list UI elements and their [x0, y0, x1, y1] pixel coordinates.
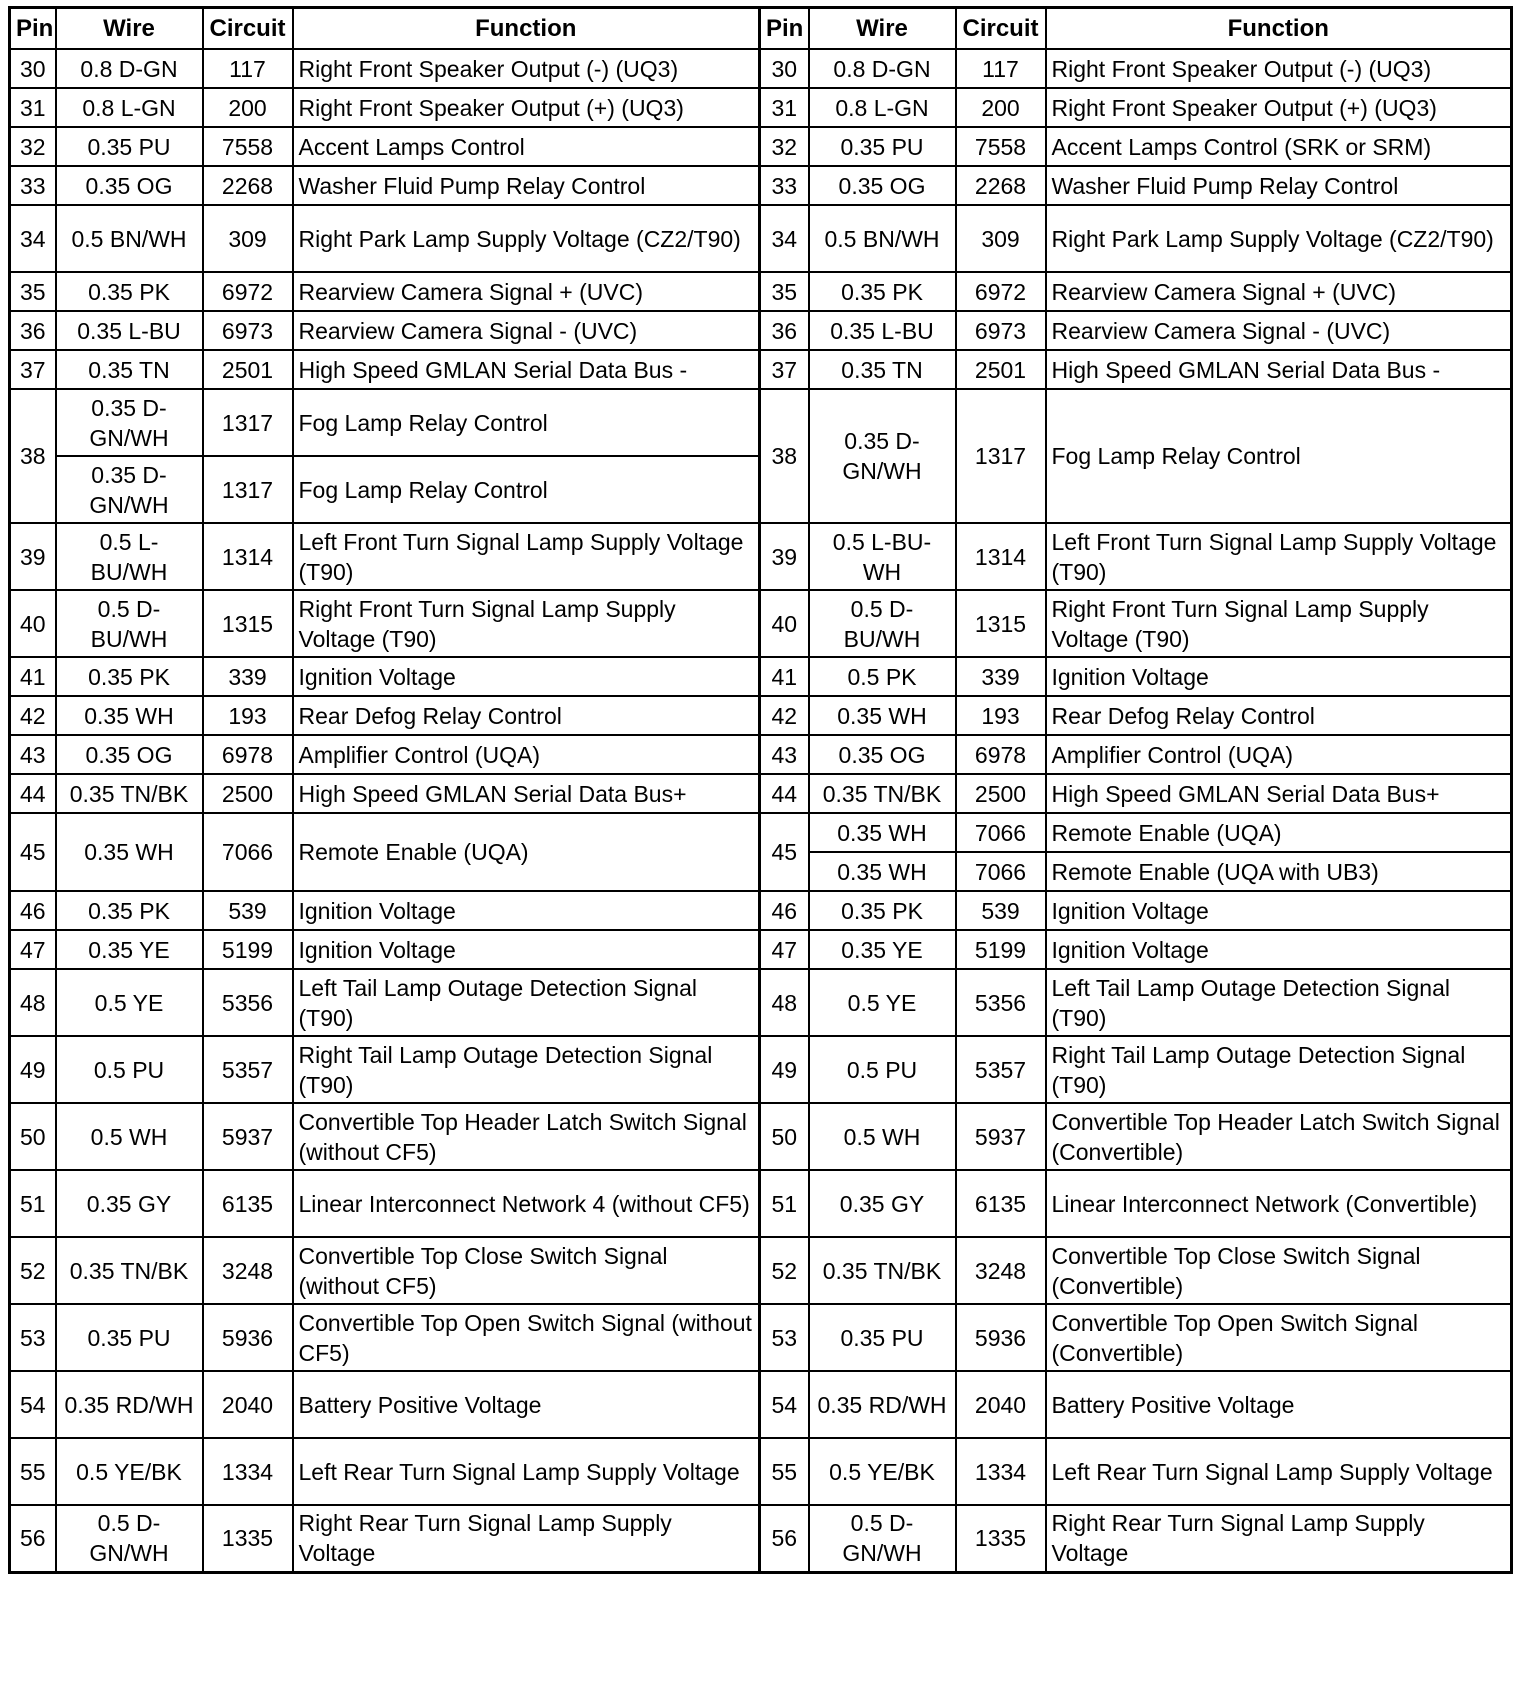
function-cell: Fog Lamp Relay Control: [1046, 389, 1512, 523]
wire-cell: 0.35 L-BU: [809, 311, 956, 350]
circuit-cell: 309: [203, 205, 293, 272]
wire-cell: 0.35 L-BU: [56, 311, 203, 350]
pin-cell: 35: [760, 272, 809, 311]
circuit-cell: 3248: [203, 1237, 293, 1304]
wire-cell: 0.35 TN/BK: [809, 1237, 956, 1304]
wire-cell: 0.35 OG: [56, 735, 203, 774]
function-cell: Ignition Voltage: [1046, 930, 1512, 969]
function-cell: Rear Defog Relay Control: [293, 696, 760, 735]
wire-cell: 0.5 L-BU-WH: [809, 523, 956, 590]
wire-cell: 0.35 TN/BK: [56, 774, 203, 813]
circuit-cell: 5356: [203, 969, 293, 1036]
table-row: [10, 657, 1512, 696]
table-row: [10, 389, 1512, 456]
table-row: [10, 311, 1512, 350]
pin-cell: 41: [760, 657, 809, 696]
function-cell: Right Front Turn Signal Lamp Supply Voltage (T90): [1046, 590, 1512, 657]
function-cell: Washer Fluid Pump Relay Control: [1046, 166, 1512, 205]
function-cell: Ignition Voltage: [293, 657, 760, 696]
pin-cell: 36: [10, 311, 56, 350]
wire-cell: 0.35 WH: [809, 813, 956, 852]
pin-cell: 41: [10, 657, 56, 696]
table-row: [10, 774, 1512, 813]
pin-cell: 32: [10, 127, 56, 166]
wire-cell: 0.5 D-GN/WH: [56, 1505, 203, 1572]
wire-cell: 0.5 BN/WH: [809, 205, 956, 272]
table-row: [10, 1438, 1512, 1505]
function-cell: Remote Enable (UQA with UB3): [1046, 852, 1512, 891]
wire-cell: 0.8 L-GN: [56, 88, 203, 127]
function-cell: Remote Enable (UQA): [1046, 813, 1512, 852]
table-row: [10, 205, 1512, 272]
pin-cell: 48: [760, 969, 809, 1036]
wire-cell: 0.35 TN: [56, 350, 203, 389]
table-row: [10, 350, 1512, 389]
table-row: [10, 813, 1512, 852]
pin-cell: 40: [760, 590, 809, 657]
pin-cell: 37: [10, 350, 56, 389]
wire-cell: 0.35 PU: [56, 127, 203, 166]
pin-cell: 49: [760, 1036, 809, 1103]
wire-cell: 0.5 D-BU/WH: [809, 590, 956, 657]
function-cell: Convertible Top Close Switch Signal (Convertible): [1046, 1237, 1512, 1304]
wire-cell: 0.35 OG: [809, 735, 956, 774]
circuit-cell: 6973: [203, 311, 293, 350]
pin-cell: 30: [10, 49, 56, 88]
function-cell: Ignition Voltage: [293, 891, 760, 930]
circuit-cell: 7558: [956, 127, 1046, 166]
function-cell: Left Rear Turn Signal Lamp Supply Voltage: [1046, 1438, 1512, 1505]
table-row: [10, 891, 1512, 930]
wire-cell: 0.35 YE: [809, 930, 956, 969]
pin-cell: 53: [10, 1304, 56, 1371]
circuit-cell: 5937: [956, 1103, 1046, 1170]
circuit-cell: 1335: [203, 1505, 293, 1572]
table-row: [10, 1371, 1512, 1438]
function-cell: Battery Positive Voltage: [1046, 1371, 1512, 1438]
circuit-cell: 2501: [956, 350, 1046, 389]
table-row: [10, 1170, 1512, 1237]
circuit-cell: 2040: [203, 1371, 293, 1438]
pin-cell: 48: [10, 969, 56, 1036]
pin-cell: 31: [760, 88, 809, 127]
header-pin: Pin: [10, 8, 56, 50]
table-row: [10, 1304, 1512, 1371]
circuit-cell: 1315: [203, 590, 293, 657]
wire-cell: 0.5 D-BU/WH: [56, 590, 203, 657]
function-cell: Ignition Voltage: [1046, 891, 1512, 930]
wire-cell: 0.35 GY: [809, 1170, 956, 1237]
pin-cell: 45: [760, 813, 809, 891]
pinout-body: [10, 49, 1512, 1572]
header-row: [10, 8, 1512, 50]
function-cell: Ignition Voltage: [293, 930, 760, 969]
function-cell: Linear Interconnect Network (Convertible): [1046, 1170, 1512, 1237]
wire-cell: 0.35 PK: [56, 657, 203, 696]
circuit-cell: 6978: [203, 735, 293, 774]
function-cell: High Speed GMLAN Serial Data Bus -: [293, 350, 760, 389]
function-cell: Right Park Lamp Supply Voltage (CZ2/T90): [293, 205, 760, 272]
pin-cell: 37: [760, 350, 809, 389]
table-row: [10, 1237, 1512, 1304]
pin-cell: 43: [760, 735, 809, 774]
wire-cell: 0.8 D-GN: [809, 49, 956, 88]
function-cell: Convertible Top Open Switch Signal (without CF5): [293, 1304, 760, 1371]
circuit-cell: 1314: [203, 523, 293, 590]
function-cell: Right Front Speaker Output (-) (UQ3): [293, 49, 760, 88]
table-row: [10, 696, 1512, 735]
pin-cell: 39: [760, 523, 809, 590]
function-cell: Left Rear Turn Signal Lamp Supply Voltage: [293, 1438, 760, 1505]
function-cell: High Speed GMLAN Serial Data Bus+: [293, 774, 760, 813]
table-row: [10, 88, 1512, 127]
table-row: [10, 590, 1512, 657]
header-wire: Wire: [56, 8, 203, 50]
wire-cell: 0.35 WH: [56, 696, 203, 735]
wire-cell: 0.35 PU: [809, 1304, 956, 1371]
wire-cell: 0.35 PK: [809, 891, 956, 930]
pin-cell: 52: [10, 1237, 56, 1304]
circuit-cell: 2268: [203, 166, 293, 205]
function-cell: Left Tail Lamp Outage Detection Signal (T90): [1046, 969, 1512, 1036]
function-cell: Convertible Top Close Switch Signal (without CF5): [293, 1237, 760, 1304]
function-cell: Rearview Camera Signal - (UVC): [293, 311, 760, 350]
wire-cell: 0.5 BN/WH: [56, 205, 203, 272]
wire-cell: 0.35 D-GN/WH: [56, 456, 203, 523]
circuit-cell: 5936: [956, 1304, 1046, 1371]
function-cell: Right Front Speaker Output (-) (UQ3): [1046, 49, 1512, 88]
circuit-cell: 117: [203, 49, 293, 88]
table-row: [10, 930, 1512, 969]
function-cell: Accent Lamps Control (SRK or SRM): [1046, 127, 1512, 166]
pin-cell: 51: [760, 1170, 809, 1237]
wire-cell: 0.35 PK: [809, 272, 956, 311]
pin-cell: 52: [760, 1237, 809, 1304]
pin-cell: 36: [760, 311, 809, 350]
function-cell: Left Tail Lamp Outage Detection Signal (T90): [293, 969, 760, 1036]
pin-cell: 32: [760, 127, 809, 166]
pin-cell: 56: [760, 1505, 809, 1572]
pinout-table-container: [8, 6, 1510, 1574]
wire-cell: 0.35 PK: [56, 272, 203, 311]
circuit-cell: 339: [203, 657, 293, 696]
circuit-cell: 193: [203, 696, 293, 735]
pin-cell: 55: [10, 1438, 56, 1505]
pin-cell: 30: [760, 49, 809, 88]
pin-cell: 39: [10, 523, 56, 590]
wire-cell: 0.5 PU: [56, 1036, 203, 1103]
function-cell: Amplifier Control (UQA): [1046, 735, 1512, 774]
table-row: [10, 1036, 1512, 1103]
circuit-cell: 3248: [956, 1237, 1046, 1304]
pin-cell: 34: [760, 205, 809, 272]
table-row: [10, 1505, 1512, 1572]
table-row: [10, 523, 1512, 590]
pin-cell: 55: [760, 1438, 809, 1505]
function-cell: Rear Defog Relay Control: [1046, 696, 1512, 735]
function-cell: High Speed GMLAN Serial Data Bus+: [1046, 774, 1512, 813]
table-row: [10, 735, 1512, 774]
wire-cell: 0.5 YE: [56, 969, 203, 1036]
wire-cell: 0.5 D-GN/WH: [809, 1505, 956, 1572]
circuit-cell: 200: [203, 88, 293, 127]
wire-cell: 0.35 TN/BK: [56, 1237, 203, 1304]
function-cell: Right Rear Turn Signal Lamp Supply Voltage: [1046, 1505, 1512, 1572]
circuit-cell: 1317: [203, 389, 293, 456]
wire-cell: 0.35 OG: [809, 166, 956, 205]
circuit-cell: 6978: [956, 735, 1046, 774]
wire-cell: 0.8 D-GN: [56, 49, 203, 88]
function-cell: Right Front Turn Signal Lamp Supply Voltage (T90): [293, 590, 760, 657]
pin-cell: 46: [760, 891, 809, 930]
circuit-cell: 1334: [203, 1438, 293, 1505]
table-row: [10, 49, 1512, 88]
function-cell: Washer Fluid Pump Relay Control: [293, 166, 760, 205]
wire-cell: 0.35 D-GN/WH: [56, 389, 203, 456]
circuit-cell: 6972: [956, 272, 1046, 311]
pin-cell: 49: [10, 1036, 56, 1103]
circuit-cell: 5936: [203, 1304, 293, 1371]
wire-cell: 0.35 PU: [56, 1304, 203, 1371]
pin-cell: 38: [10, 389, 56, 523]
function-cell: Remote Enable (UQA): [293, 813, 760, 891]
function-cell: Right Tail Lamp Outage Detection Signal (T90): [1046, 1036, 1512, 1103]
circuit-cell: 5199: [203, 930, 293, 969]
circuit-cell: 2500: [956, 774, 1046, 813]
wire-cell: 0.35 D-GN/WH: [809, 389, 956, 523]
pin-cell: 51: [10, 1170, 56, 1237]
function-cell: Linear Interconnect Network 4 (without CF5): [293, 1170, 760, 1237]
pin-cell: 33: [10, 166, 56, 205]
wire-cell: 0.35 OG: [56, 166, 203, 205]
pin-cell: 54: [760, 1371, 809, 1438]
function-cell: Right Front Speaker Output (+) (UQ3): [1046, 88, 1512, 127]
function-cell: Rearview Camera Signal + (UVC): [1046, 272, 1512, 311]
pin-cell: 44: [760, 774, 809, 813]
circuit-cell: 2500: [203, 774, 293, 813]
wire-cell: 0.35 TN/BK: [809, 774, 956, 813]
table-row: [10, 272, 1512, 311]
wire-cell: 0.35 WH: [809, 696, 956, 735]
wire-cell: 0.8 L-GN: [809, 88, 956, 127]
circuit-cell: 5937: [203, 1103, 293, 1170]
pin-cell: 42: [10, 696, 56, 735]
header-wire: Wire: [809, 8, 956, 50]
function-cell: Battery Positive Voltage: [293, 1371, 760, 1438]
pin-cell: 38: [760, 389, 809, 523]
wire-cell: 0.5 WH: [56, 1103, 203, 1170]
pin-cell: 50: [10, 1103, 56, 1170]
header-circuit: Circuit: [203, 8, 293, 50]
wire-cell: 0.5 YE: [809, 969, 956, 1036]
wire-cell: 0.35 YE: [56, 930, 203, 969]
function-cell: Accent Lamps Control: [293, 127, 760, 166]
header-function: Function: [1046, 8, 1512, 50]
pin-cell: 47: [10, 930, 56, 969]
circuit-cell: 1315: [956, 590, 1046, 657]
table-row: [10, 166, 1512, 205]
circuit-cell: 6135: [956, 1170, 1046, 1237]
pin-cell: 50: [760, 1103, 809, 1170]
pin-cell: 42: [760, 696, 809, 735]
wire-cell: 0.5 PK: [809, 657, 956, 696]
circuit-cell: 539: [956, 891, 1046, 930]
function-cell: Rearview Camera Signal - (UVC): [1046, 311, 1512, 350]
wire-cell: 0.35 GY: [56, 1170, 203, 1237]
wire-cell: 0.5 YE/BK: [56, 1438, 203, 1505]
wire-cell: 0.35 RD/WH: [56, 1371, 203, 1438]
circuit-cell: 539: [203, 891, 293, 930]
circuit-cell: 2268: [956, 166, 1046, 205]
wire-cell: 0.35 WH: [809, 852, 956, 891]
wire-cell: 0.35 PU: [809, 127, 956, 166]
table-row: [10, 127, 1512, 166]
pin-cell: 34: [10, 205, 56, 272]
pin-cell: 53: [760, 1304, 809, 1371]
circuit-cell: 7066: [956, 852, 1046, 891]
pin-cell: 56: [10, 1505, 56, 1572]
function-cell: Convertible Top Header Latch Switch Signal (without CF5): [293, 1103, 760, 1170]
circuit-cell: 7066: [203, 813, 293, 891]
header-function: Function: [293, 8, 760, 50]
circuit-cell: 1317: [956, 389, 1046, 523]
wire-cell: 0.5 PU: [809, 1036, 956, 1103]
pin-cell: 45: [10, 813, 56, 891]
function-cell: Right Front Speaker Output (+) (UQ3): [293, 88, 760, 127]
circuit-cell: 6973: [956, 311, 1046, 350]
pin-cell: 46: [10, 891, 56, 930]
circuit-cell: 1335: [956, 1505, 1046, 1572]
wire-cell: 0.5 L-BU/WH: [56, 523, 203, 590]
connector-pinout-table: [8, 6, 1513, 1574]
circuit-cell: 6135: [203, 1170, 293, 1237]
function-cell: Fog Lamp Relay Control: [293, 456, 760, 523]
function-cell: Amplifier Control (UQA): [293, 735, 760, 774]
wire-cell: 0.35 RD/WH: [809, 1371, 956, 1438]
circuit-cell: 2040: [956, 1371, 1046, 1438]
function-cell: Left Front Turn Signal Lamp Supply Voltage (T90): [293, 523, 760, 590]
table-row: [10, 969, 1512, 1036]
function-cell: Right Tail Lamp Outage Detection Signal (T90): [293, 1036, 760, 1103]
circuit-cell: 5199: [956, 930, 1046, 969]
function-cell: Fog Lamp Relay Control: [293, 389, 760, 456]
wire-cell: 0.35 WH: [56, 813, 203, 891]
wire-cell: 0.5 WH: [809, 1103, 956, 1170]
function-cell: Ignition Voltage: [1046, 657, 1512, 696]
header-circuit: Circuit: [956, 8, 1046, 50]
table-row: [10, 1103, 1512, 1170]
circuit-cell: 1334: [956, 1438, 1046, 1505]
pin-cell: 31: [10, 88, 56, 127]
circuit-cell: 7066: [956, 813, 1046, 852]
circuit-cell: 5357: [956, 1036, 1046, 1103]
pin-cell: 43: [10, 735, 56, 774]
pin-cell: 54: [10, 1371, 56, 1438]
circuit-cell: 339: [956, 657, 1046, 696]
circuit-cell: 200: [956, 88, 1046, 127]
pin-cell: 44: [10, 774, 56, 813]
pin-cell: 35: [10, 272, 56, 311]
wire-cell: 0.5 YE/BK: [809, 1438, 956, 1505]
circuit-cell: 1314: [956, 523, 1046, 590]
circuit-cell: 1317: [203, 456, 293, 523]
function-cell: Convertible Top Header Latch Switch Signal (Convertible): [1046, 1103, 1512, 1170]
circuit-cell: 5357: [203, 1036, 293, 1103]
circuit-cell: 193: [956, 696, 1046, 735]
circuit-cell: 6972: [203, 272, 293, 311]
function-cell: Convertible Top Open Switch Signal (Convertible): [1046, 1304, 1512, 1371]
circuit-cell: 5356: [956, 969, 1046, 1036]
function-cell: Rearview Camera Signal + (UVC): [293, 272, 760, 311]
circuit-cell: 309: [956, 205, 1046, 272]
circuit-cell: 117: [956, 49, 1046, 88]
wire-cell: 0.35 TN: [809, 350, 956, 389]
pin-cell: 47: [760, 930, 809, 969]
function-cell: Right Park Lamp Supply Voltage (CZ2/T90): [1046, 205, 1512, 272]
function-cell: Left Front Turn Signal Lamp Supply Voltage (T90): [1046, 523, 1512, 590]
function-cell: Right Rear Turn Signal Lamp Supply Voltage: [293, 1505, 760, 1572]
circuit-cell: 7558: [203, 127, 293, 166]
pin-cell: 33: [760, 166, 809, 205]
pin-cell: 40: [10, 590, 56, 657]
wire-cell: 0.35 PK: [56, 891, 203, 930]
circuit-cell: 2501: [203, 350, 293, 389]
header-pin: Pin: [760, 8, 809, 50]
function-cell: High Speed GMLAN Serial Data Bus -: [1046, 350, 1512, 389]
